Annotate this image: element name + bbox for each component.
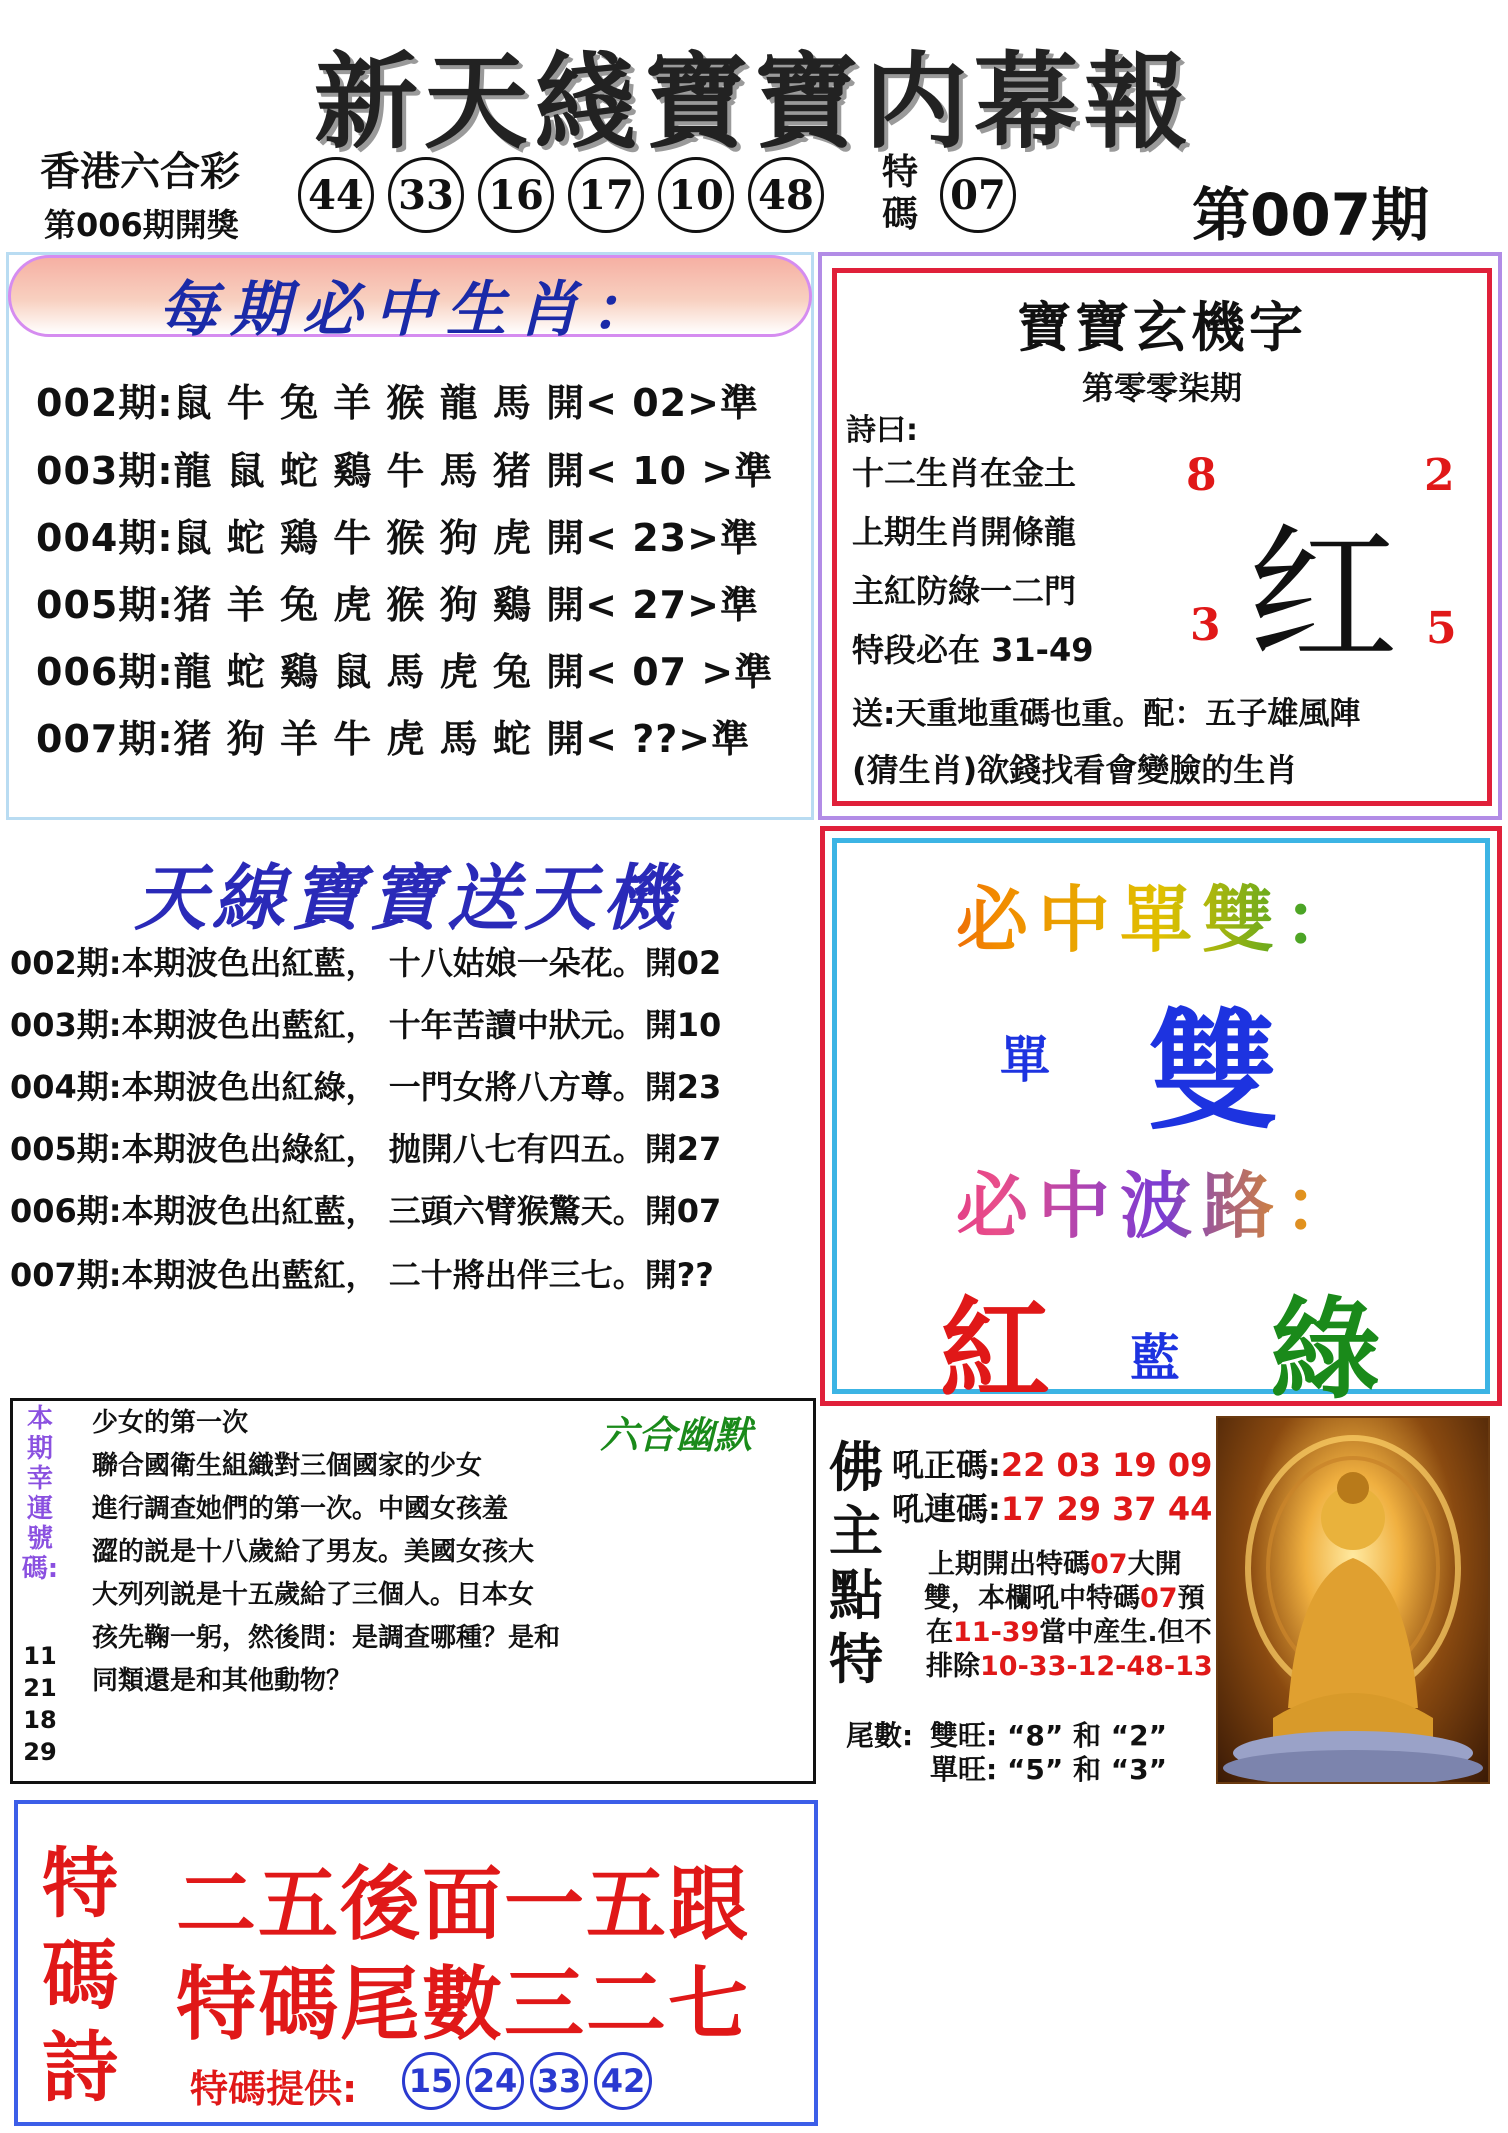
statement-text: 當中産生.但不 — [1039, 1617, 1212, 1648]
main-numbers-line — [892, 1440, 1212, 1486]
provide-label: 特碼提供: — [190, 2067, 358, 2111]
tip-row: 007期:本期波色出藍紅， 二十將出伴三七。開?? — [10, 1256, 714, 1294]
tips-title: 天線寶寶送天機 — [134, 856, 681, 940]
statement-number: 07 — [1140, 1583, 1178, 1614]
machine-number: 5 — [1426, 603, 1457, 654]
poem-label: 詩曰: — [846, 413, 918, 448]
machine-number: 8 — [1186, 450, 1217, 501]
joke-line: 同類還是和其他動物？ — [92, 1666, 353, 1696]
tail-label: 尾數: — [846, 1719, 914, 1752]
result-ball: 44 — [298, 157, 374, 233]
special-ball: 07 — [940, 157, 1016, 233]
tip-row: 004期:本期波色出紅綠， 一門女將八方尊。開23 — [10, 1068, 722, 1106]
wave-title: 必中波路： — [832, 1148, 1490, 1252]
machine-number: 2 — [1424, 450, 1455, 501]
lottery-name: 香港六合彩 — [40, 149, 240, 195]
joke-line: 少女的第一次 — [92, 1408, 249, 1438]
provide-ball: 33 — [530, 2052, 588, 2110]
tail-line: 雙旺: “8” 和 “2” — [930, 1719, 1168, 1752]
lucky-numbers: 11 21 18 29 — [23, 1642, 57, 1766]
page-title: 新天綫寶寶内幕報 — [313, 41, 1194, 163]
statement-text: 雙，本欄吼中特碼 — [924, 1583, 1140, 1614]
machine-number: 3 — [1190, 600, 1221, 651]
result-numbers — [298, 155, 824, 235]
result-ball: 17 — [568, 157, 644, 233]
wave-blue: 藍 — [1130, 1329, 1180, 1387]
result-ball: 33 — [388, 157, 464, 233]
even-label: 雙 — [1148, 996, 1279, 1148]
tip-row: 005期:本期波色出綠紅， 抛開八七有四五。開27 — [10, 1130, 722, 1168]
special-poem-label: 特碼詩 — [42, 1839, 118, 2112]
gift-line: 送:天重地重碼也重。配：五子雄風陣 — [852, 696, 1361, 732]
provide-numbers — [402, 2052, 652, 2110]
odd-even-title: 必中單雙： — [832, 862, 1490, 966]
buddha-figure-icon — [1218, 1418, 1488, 1782]
result-ball: 10 — [658, 157, 734, 233]
main-numbers-value: 22 03 19 09 — [1000, 1446, 1213, 1484]
poem-line: 十二生肖在金土 — [852, 454, 1077, 492]
special-poem-line: 特碼尾數三二七 — [176, 1958, 750, 2051]
statement-text: 上期開出特碼 — [928, 1549, 1090, 1580]
joke-line: 澀的説是十八歲給了男友。美國女孩大 — [92, 1537, 535, 1567]
machine-title: 寶寶玄機字 — [1017, 296, 1307, 359]
joke-line: 進行調查她們的第一次。中國女孩羞 — [92, 1494, 509, 1524]
joke-line: 孩先鞠一躬，然後問：是調查哪種？是和 — [92, 1623, 561, 1653]
big-character: 红 — [1248, 510, 1399, 684]
result-ball: 16 — [478, 157, 554, 233]
odd-label: 單 — [1000, 1031, 1050, 1089]
buddha-title: 佛主點特 — [829, 1436, 883, 1691]
statement-line — [926, 1644, 1213, 1683]
tip-row: 002期:本期波色出紅藍， 十八姑娘一朵花。開02 — [10, 944, 722, 982]
joke-line: 聯合國衛生組織對三個國家的少女 — [92, 1451, 483, 1481]
tail-line: 單旺: “5” 和 “3” — [930, 1753, 1168, 1786]
zodiac-row: 005期:猪 羊 兔 虎 猴 狗 鷄 開< 27>準 — [36, 583, 759, 627]
statement-number: 10-33-12-48-13 — [980, 1651, 1213, 1682]
statement-number: 07 — [1090, 1549, 1128, 1580]
lucky-label: 本期幸運號碼: — [21, 1404, 59, 1584]
zodiac-row: 006期:龍 蛇 鷄 鼠 馬 虎 兔 開< 07 >準 — [36, 650, 774, 694]
provide-ball: 24 — [466, 2052, 524, 2110]
provide-ball: 42 — [594, 2052, 652, 2110]
main-numbers-label: 吼正碼: — [892, 1446, 1001, 1484]
result-ball: 48 — [748, 157, 824, 233]
zodiac-row: 002期:鼠 牛 兔 羊 猴 龍 馬 開< 02>準 — [36, 381, 759, 425]
zodiac-row: 003期:龍 鼠 蛇 鷄 牛 馬 猪 開< 10 >準 — [36, 449, 774, 493]
poem-line: 上期生肖開條龍 — [852, 513, 1077, 551]
wave-red: 紅 — [940, 1286, 1050, 1414]
statement-text: 排除 — [926, 1651, 980, 1682]
link-numbers-label: 吼連碼: — [892, 1490, 1001, 1528]
special-poem-line: 二五後面一五跟 — [176, 1858, 750, 1951]
statement-text: 在 — [926, 1617, 953, 1648]
zodiac-row: 007期:猪 狗 羊 牛 虎 馬 蛇 開< ??>準 — [36, 717, 751, 761]
poem-line: 特段必在 31-49 — [852, 631, 1094, 669]
tip-row: 003期:本期波色出藍紅， 十年苦讀中狀元。開10 — [10, 1006, 722, 1044]
tip-row: 006期:本期波色出紅藍， 三頭六臂猴驚天。開07 — [10, 1192, 722, 1230]
link-numbers-line — [892, 1484, 1212, 1530]
link-numbers-value: 17 29 37 44 — [1000, 1490, 1213, 1528]
guess-line: (猜生肖)欲錢找看會變臉的生肖 — [852, 751, 1298, 789]
buddha-image — [1216, 1416, 1490, 1784]
special-label: 特碼 — [881, 152, 918, 235]
issue-label: 第007期 — [1192, 181, 1430, 249]
joke-line: 大列列説是十五歲給了三個人。日本女 — [92, 1580, 535, 1610]
wave-green: 綠 — [1270, 1286, 1380, 1414]
provide-ball: 15 — [402, 2052, 460, 2110]
zodiac-row: 004期:鼠 蛇 鶏 牛 猴 狗 虎 開< 23>準 — [36, 516, 759, 560]
statement-number: 11-39 — [953, 1617, 1040, 1648]
poem-line: 主紅防綠一二門 — [852, 572, 1077, 610]
statement-text: 大開 — [1127, 1549, 1182, 1580]
zodiac-title: 每期必中生肖： — [158, 275, 662, 345]
machine-issue: 第零零柒期 — [1081, 369, 1242, 407]
humor-tag: 六合幽默 — [600, 1413, 753, 1457]
statement-text: 預 — [1177, 1583, 1205, 1614]
draw-label: 第006期開獎 — [44, 206, 239, 244]
